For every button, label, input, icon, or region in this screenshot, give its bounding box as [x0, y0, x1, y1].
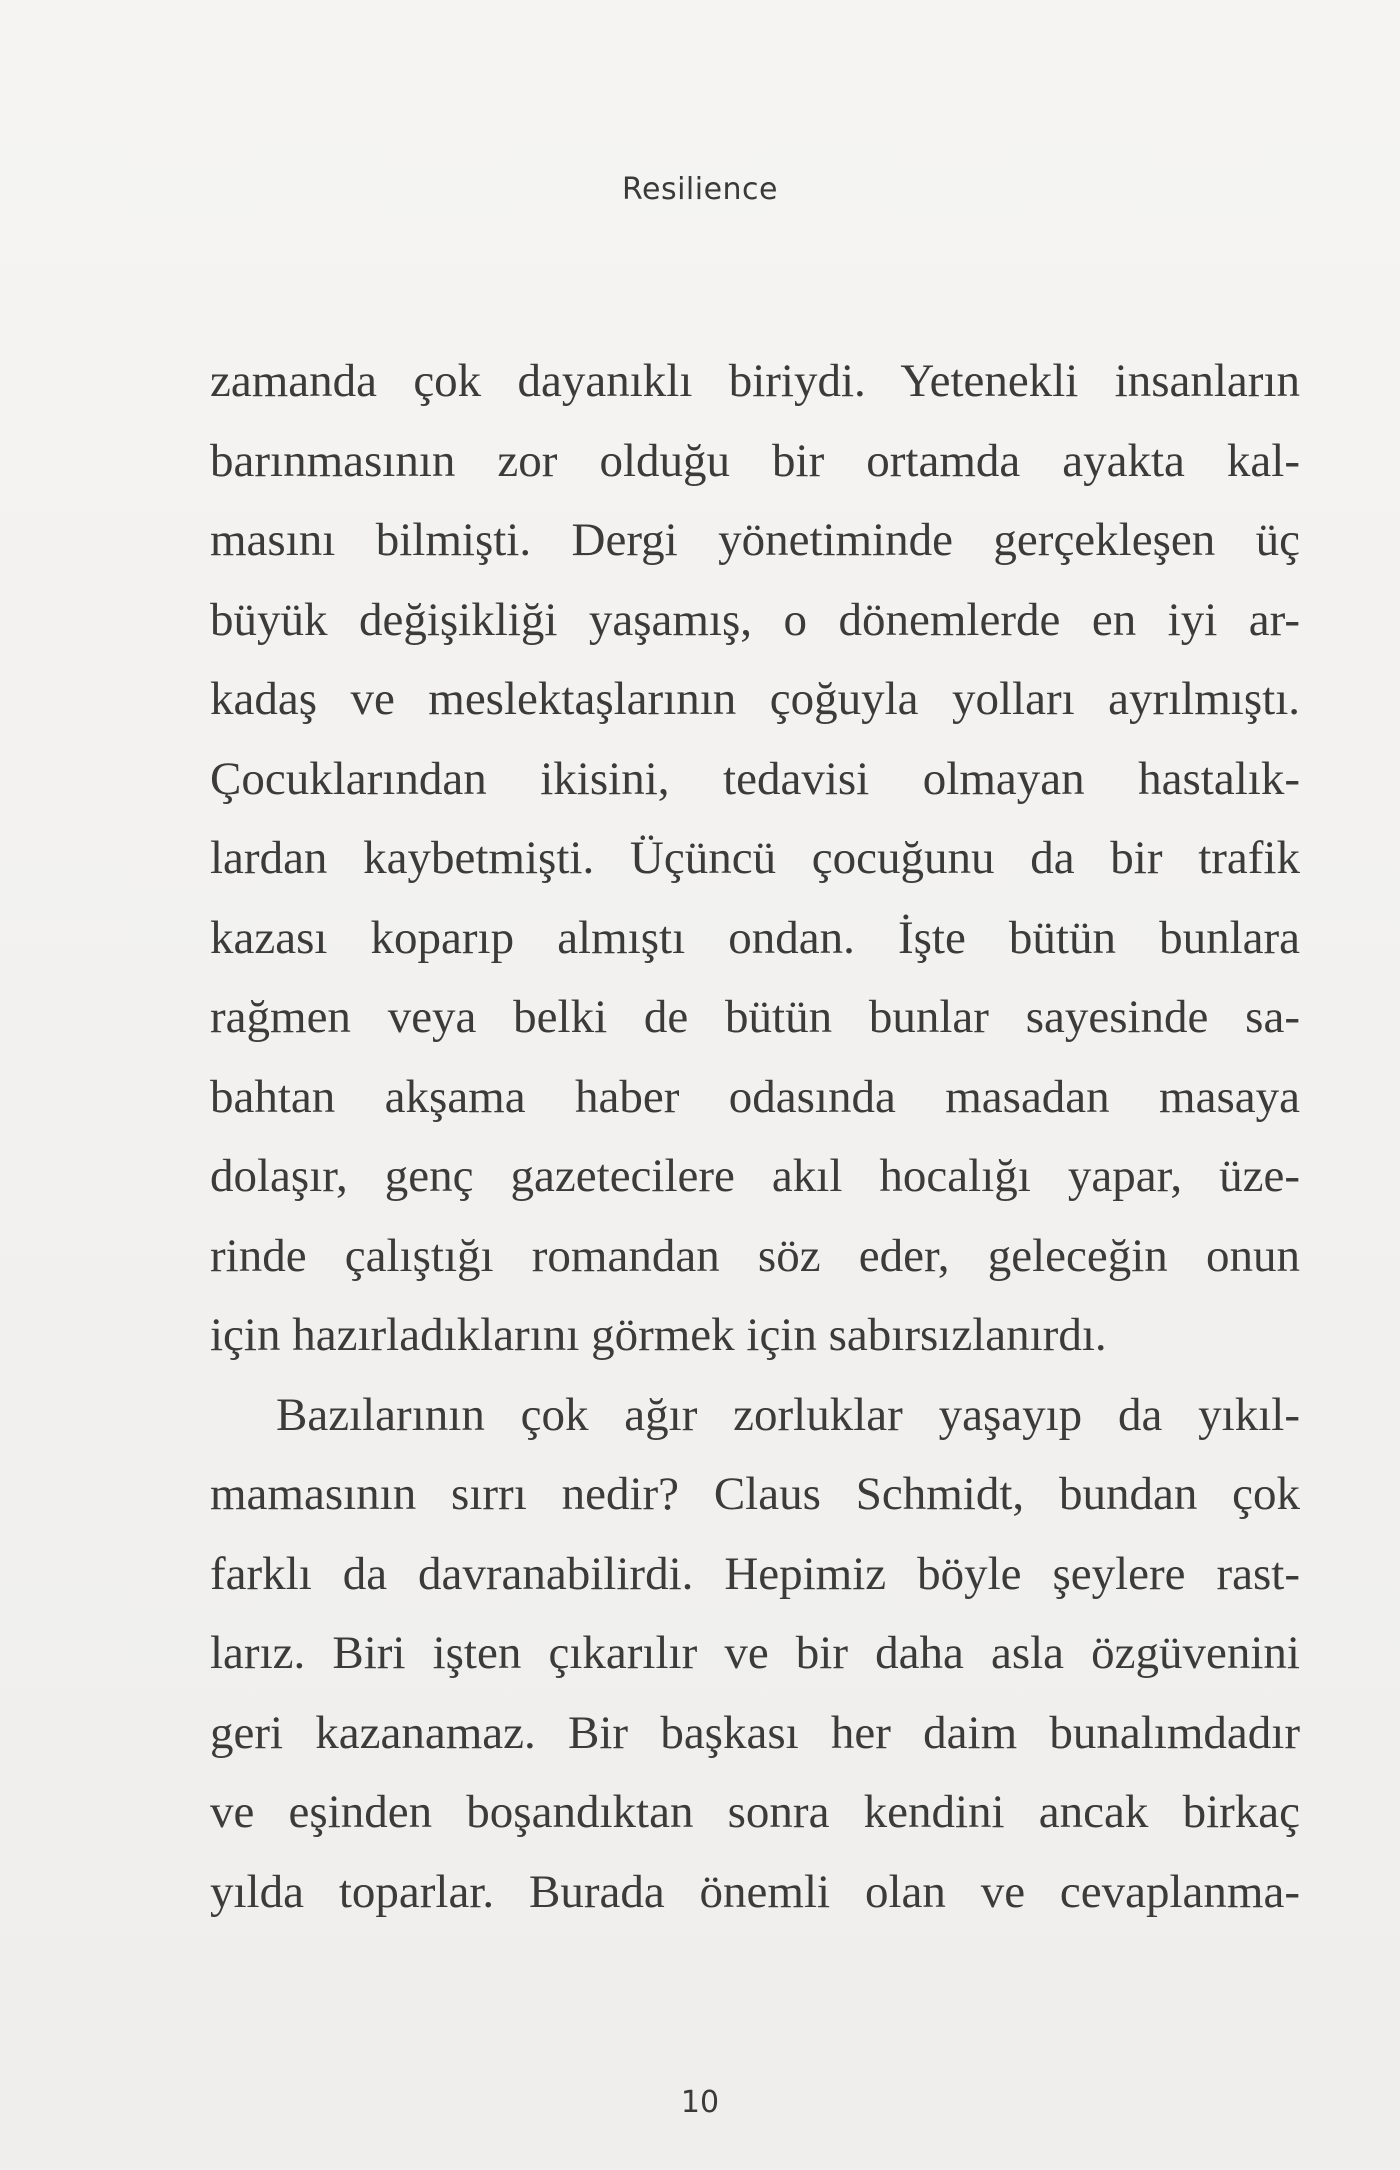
body-text [210, 342, 1300, 1932]
text-line: rinde çalıştığı romandan söz eder, geleceğin onun [210, 1229, 1300, 1282]
text-line: larız. Biri işten çıkarılır ve bir daha asla özgüvenini [210, 1627, 1300, 1679]
text-line: geri kazanamaz. Bir başkası her daim bunalımdadır [210, 1706, 1300, 1759]
text-line: büyük değişikliği yaşamış, o dönemlerde en iyi ar- [210, 593, 1300, 646]
text-line: Bazılarının çok ağır zorluklar yaşayıp da yıkıl- [276, 1388, 1300, 1441]
running-head: Resilience [621, 172, 778, 207]
text-line: dolaşır, genç gazetecilere akıl hocalığı yapar, üze- [210, 1150, 1300, 1202]
text-line: kazası koparıp almıştı ondan. İşte bütün bunlara [210, 911, 1300, 964]
text-line: zamanda çok dayanıklı biriydi. Yetenekli insanların [210, 355, 1300, 407]
paragraph-1 [210, 342, 1300, 1376]
text-line: kadaş ve meslektaşlarının çoğuyla yolları ayrılmıştı. [210, 673, 1300, 725]
text-line: barınmasının zor olduğu bir ortamda ayakta kal- [210, 434, 1300, 487]
text-line: farklı da davranabilirdi. Hepimiz böyle şeylere rast- [210, 1547, 1300, 1600]
text-line: ve eşinden boşandıktan sonra kendini ancak birkaç [210, 1786, 1300, 1838]
text-line: için hazırladıklarını görmek için sabırsızlanırdı. [210, 1309, 1107, 1361]
text-line: rağmen veya belki de bütün bunlar sayesinde sa- [210, 991, 1300, 1043]
paragraph-2 [210, 1376, 1300, 1933]
text-line: masını bilmişti. Dergi yönetiminde gerçekleşen üç [210, 514, 1300, 566]
text-line: Çocuklarından ikisini, tedavisi olmayan hastalık- [210, 752, 1300, 805]
text-line: lardan kaybetmişti. Üçüncü çocuğunu da bir trafik [210, 832, 1300, 884]
page-number: 10 [680, 2085, 720, 2120]
text-line: yılda toparlar. Burada önemli olan ve cevaplanma- [210, 1865, 1300, 1918]
text-line: mamasının sırrı nedir? Claus Schmidt, bundan çok [210, 1468, 1300, 1520]
text-line: bahtan akşama haber odasında masadan masaya [210, 1070, 1300, 1123]
